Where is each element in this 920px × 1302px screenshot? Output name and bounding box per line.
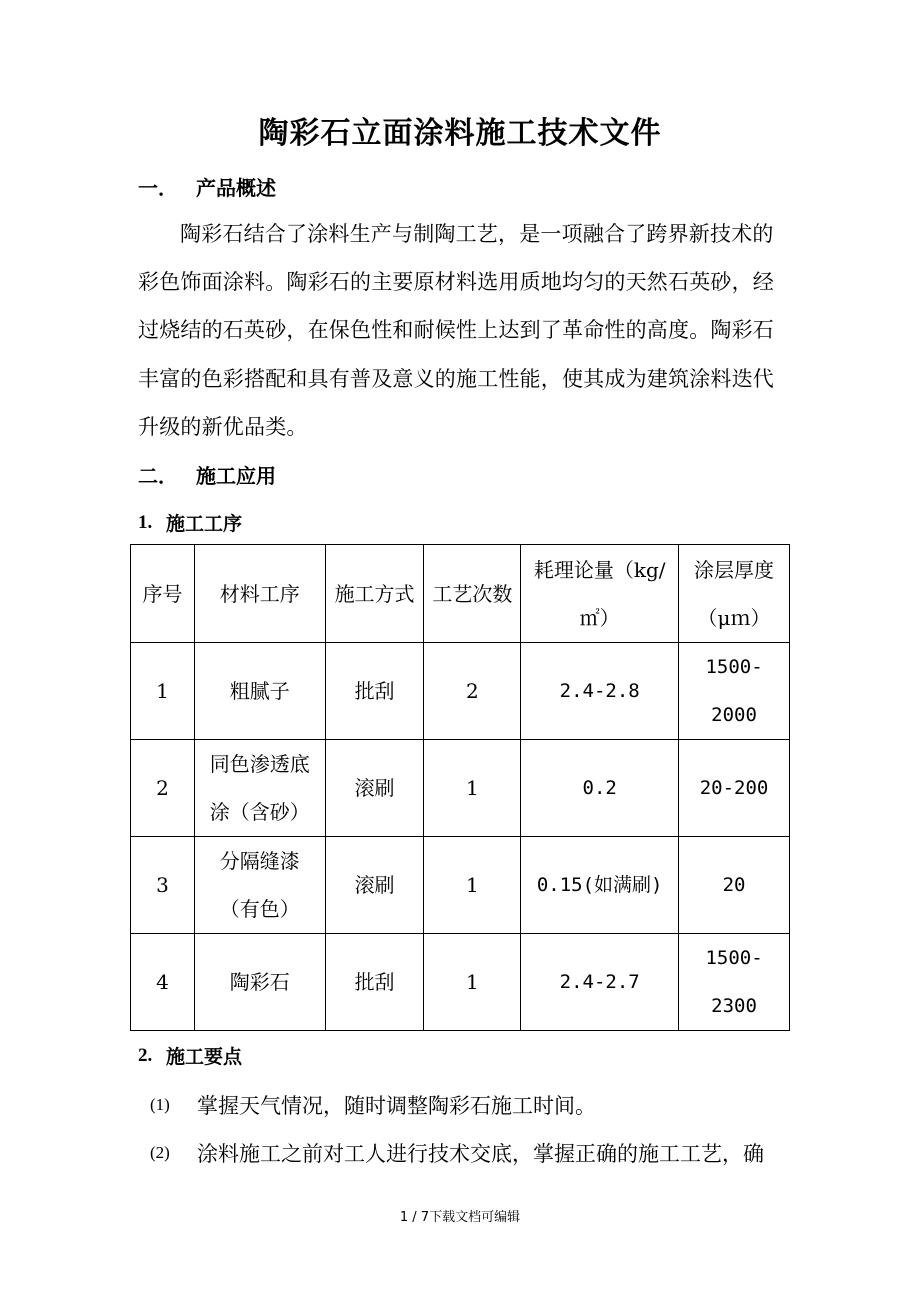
table-cell: 1500-2300 (679, 934, 790, 1031)
subsection-title: 施工工序 (166, 513, 243, 535)
page-footer: 1 / 7下载文档可编辑 (399, 1210, 521, 1225)
header-cell: 材料工序 (194, 545, 325, 643)
paragraph-line: 陶彩石结合了涂料生产与制陶工艺，是一项融合了跨界新技术的 (180, 222, 774, 246)
paragraph-line: 丰富的色彩搭配和具有普及意义的施工性能，使其成为建筑涂料迭代 (138, 367, 774, 391)
section-number: 二． (138, 464, 178, 488)
section-title: 产品概述 (196, 176, 276, 200)
table-cell: 粗腻子 (194, 643, 325, 740)
table-row (131, 643, 790, 740)
table-cell: 0.2 (521, 740, 679, 837)
table-cell: 2.4-2.8 (521, 643, 679, 740)
header-cell: 施工方式 (325, 545, 424, 643)
key-point-number: (1) (150, 1095, 170, 1114)
table-cell: 陶彩石 (194, 934, 325, 1031)
table-cell: 滚刷 (325, 837, 424, 934)
table-cell: 批刮 (325, 643, 424, 740)
paragraph-line: 过烧结的石英砂，在保色性和耐候性上达到了革命性的高度。陶彩石 (138, 318, 774, 342)
section-number: 一． (138, 176, 178, 200)
subsection-number: 2. (138, 1044, 153, 1066)
header-cell: 涂层厚度（μｍ） (679, 545, 790, 643)
table-cell: 20 (679, 837, 790, 934)
table-header-row (131, 545, 790, 643)
header-cell: 工艺次数 (424, 545, 521, 643)
document-title: 陶彩石立面涂料施工技术文件 (258, 116, 662, 151)
subsection-title: 施工要点 (166, 1046, 243, 1068)
key-point-item (150, 1090, 596, 1120)
key-point-text: 掌握天气情况，随时调整陶彩石施工时间。 (197, 1094, 596, 1118)
table-cell: 1500-2000 (679, 643, 790, 740)
subsection-heading-process (138, 509, 242, 536)
table-cell: 2 (424, 643, 521, 740)
table-cell: 1 (424, 934, 521, 1031)
table-cell: 1 (131, 643, 195, 740)
table-row (131, 740, 790, 837)
table-cell: 同色渗透底涂（含砂） (194, 740, 325, 837)
header-cell: 耗理论量（kg/㎡） (521, 545, 679, 643)
table-cell: 2 (131, 740, 195, 837)
key-point-text: 涂料施工之前对工人进行技术交底，掌握正确的施工工艺，确 (197, 1142, 764, 1166)
paragraph-line: 彩色饰面涂料。陶彩石的主要原材料选用质地均匀的天然石英砂，经 (138, 270, 774, 294)
table-cell: 20-200 (679, 740, 790, 837)
table-cell: 3 (131, 837, 195, 934)
table-cell: 0.15(如满刷) (521, 837, 679, 934)
header-cell: 序号 (131, 545, 195, 643)
table-cell: 2.4-2.7 (521, 934, 679, 1031)
table-cell: 批刮 (325, 934, 424, 1031)
section-title: 施工应用 (196, 464, 276, 488)
table-cell: 4 (131, 934, 195, 1031)
subsection-number: 1. (138, 511, 153, 533)
table-cell: 1 (424, 740, 521, 837)
subsection-heading-key-points (138, 1042, 242, 1069)
table-row (131, 934, 790, 1031)
table-cell: 滚刷 (325, 740, 424, 837)
section-heading-overview (138, 172, 276, 201)
key-point-number: (2) (150, 1143, 170, 1162)
key-point-item (150, 1138, 764, 1168)
table-cell: 分隔缝漆（有色） (194, 837, 325, 934)
section-heading-application (138, 460, 276, 489)
table-cell: 1 (424, 837, 521, 934)
table-row (131, 837, 790, 934)
process-table (130, 544, 790, 1031)
paragraph-line: 升级的新优品类。 (138, 415, 308, 439)
